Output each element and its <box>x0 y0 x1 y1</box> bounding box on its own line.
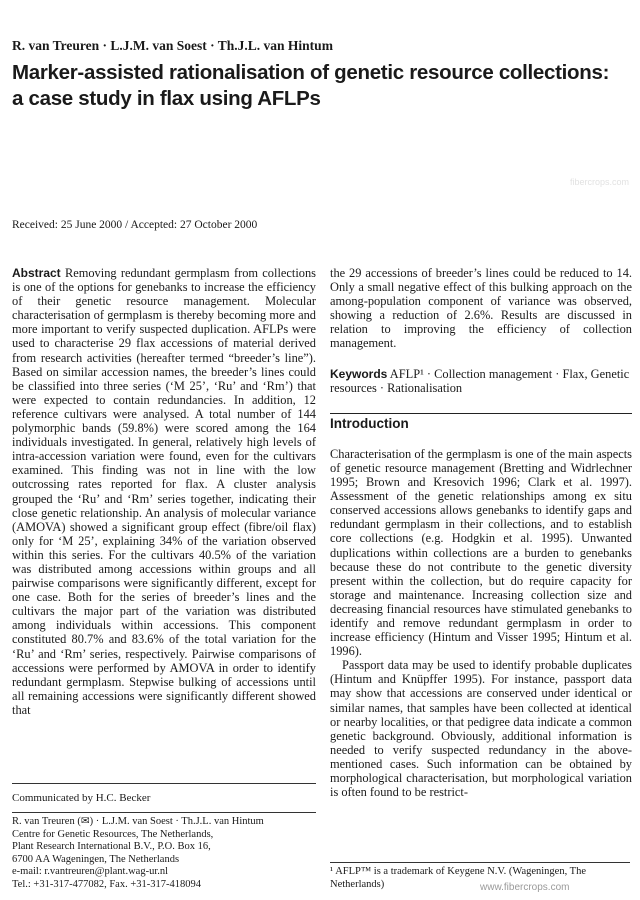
communicated-by: Communicated by H.C. Becker <box>12 783 316 804</box>
keywords-label: Keywords <box>330 366 388 381</box>
affiliation-authors: R. van Treuren (✉) · L.J.M. van Soest · Th.J.L. van Hintum <box>12 816 264 827</box>
keywords <box>330 367 632 395</box>
affiliation-address: 6700 AA Wageningen, The Netherlands <box>12 853 180 865</box>
paper-title <box>12 60 632 112</box>
keywords-text: AFLP¹ · Collection management · Flax, Genetic resources · Rationalisation <box>330 366 630 395</box>
ghost-watermark: fibercrops.com <box>570 177 630 187</box>
authors: R. van Treuren · L.J.M. van Soest · Th.J.L. van Hintum <box>12 38 333 53</box>
abstract-text-left: Removing redundant germplasm from collections is one of the options for genebanks to increase the efficiency of their genetic resource management. Molecular characterisation of germplasm is thereby becoming more and more important to verify suspected duplication. AFLPs were used to characterise 29 flax accessions of material derived from research activities (hereafter termed “breeder’s line”). Based on similar accession names, the breeder’s lines could be classified into three series (‘M 25’, ‘Ru’ and ‘Rm’) that were expected to contain redundancies. In addition, 12 reference cultivars were analysed. A total number of 144 polymorphic bands (59.8%) were scored among the 164 individuals investigated. In general, relatively high levels of intra-accession variation were found, even for the cultivars examined. This finding was not in line with the low outcrossing rates reported for flax. A cluster analysis grouped the ‘Ru’ and ‘Rm’ series together, indicating their close genetic relationship. An analysis of molecular variance (AMOVA) showed a significant group effect (fibre/oil flax) only for ‘M 25’, explaining 34% of the variation observed within this series. For the cultivars 40.5% of the variation was distributed among accessions within groups and all pairwise comparisons were significantly different, except for one case. Both for the series of breeder’s lines and the cultivars the major part of the variation was distributed among individuals within accessions. This component constituted 80.7% and 83.6% of the total variation for the ‘Ru’ and ‘Rm’ series, respectively. Pairwise comparisons of accessions were performed by AMOVA in order to identify redundant germplasm. Stepwise bulking of accessions until all remaining accessions were significantly different showed that <box>12 266 316 717</box>
title-line-2: a case study in flax using AFLPs <box>12 87 321 110</box>
left-column <box>12 266 316 717</box>
introduction-heading: Introduction <box>330 413 632 435</box>
affiliation-centre: Centre for Genetic Resources, The Netherlands, <box>12 828 214 840</box>
affiliation-institute: Plant Research International B.V., P.O. Box 16, <box>12 841 211 853</box>
author-affiliation <box>12 812 316 892</box>
received-accepted-dates: Received: 25 June 2000 / Accepted: 27 October 2000 <box>12 219 258 231</box>
abstract-label: Abstract <box>12 266 61 280</box>
watermark: www.fibercrops.com <box>480 882 570 893</box>
abstract-paragraph <box>12 266 316 717</box>
introduction-paragraph-1: Characterisation of the germplasm is one of the main aspects of genetic resource management (Bretting and Widrlechner 1995; Brown and Kresovich 1996; Clark et al. 1997). Assessment of the genetic relationships among ex situ conserved accessions allows genebanks to identify gaps and redundant germplasm in their collections, and to establish core collections (e.g. Hodgkin et al. 1995). Unwanted duplications within collections are a burden to genebanks because these do not contribute to the genetic diversity present within the collection, but do require capacity for storage and maintenance. Increasing collection size and decreasing financial resources have stimulated genebanks to identify and remove redundant germplasm in order to increase efficiency (Hintum and Visser 1995; Hintum et al. 1996). <box>330 446 632 659</box>
title-line-1: Marker-assisted rationalisation of genetic resource collections: <box>12 61 610 84</box>
footnote-aflp: ¹ AFLP™ is a trademark of Keygene N.V. (Wageningen, The Netherlands) <box>330 862 630 891</box>
affiliation-phone: Tel.: +31-317-477082, Fax. +31-317-418094 <box>12 878 202 890</box>
introduction-paragraph-2: Passport data may be used to identify probable duplicates (Hintum and Knüpffer 1995). For instance, passport data may show that accessions are conserved under identical or similar names, that samples have been collected at identical or nearby localities, or that pedigree data indicate a common genetic background. Obviously, additional information is needed to verify suspected redundancy in the above-mentioned cases. Such information can be obtained by morphological characterisation, but morphological variation is often found to be restrict- <box>330 658 632 800</box>
right-column <box>330 266 632 799</box>
abstract-text-right: the 29 accessions of breeder’s lines could be reduced to 14. Only a small negative effect of this bulking approach on the among-population component of variance was observed, showing a reduction of 2.6%. Results are discussed in relation to improving the efficiency of collection management. <box>330 266 632 351</box>
affiliation-email: e-mail: r.vantreuren@plant.wag-ur.nl <box>12 866 169 878</box>
